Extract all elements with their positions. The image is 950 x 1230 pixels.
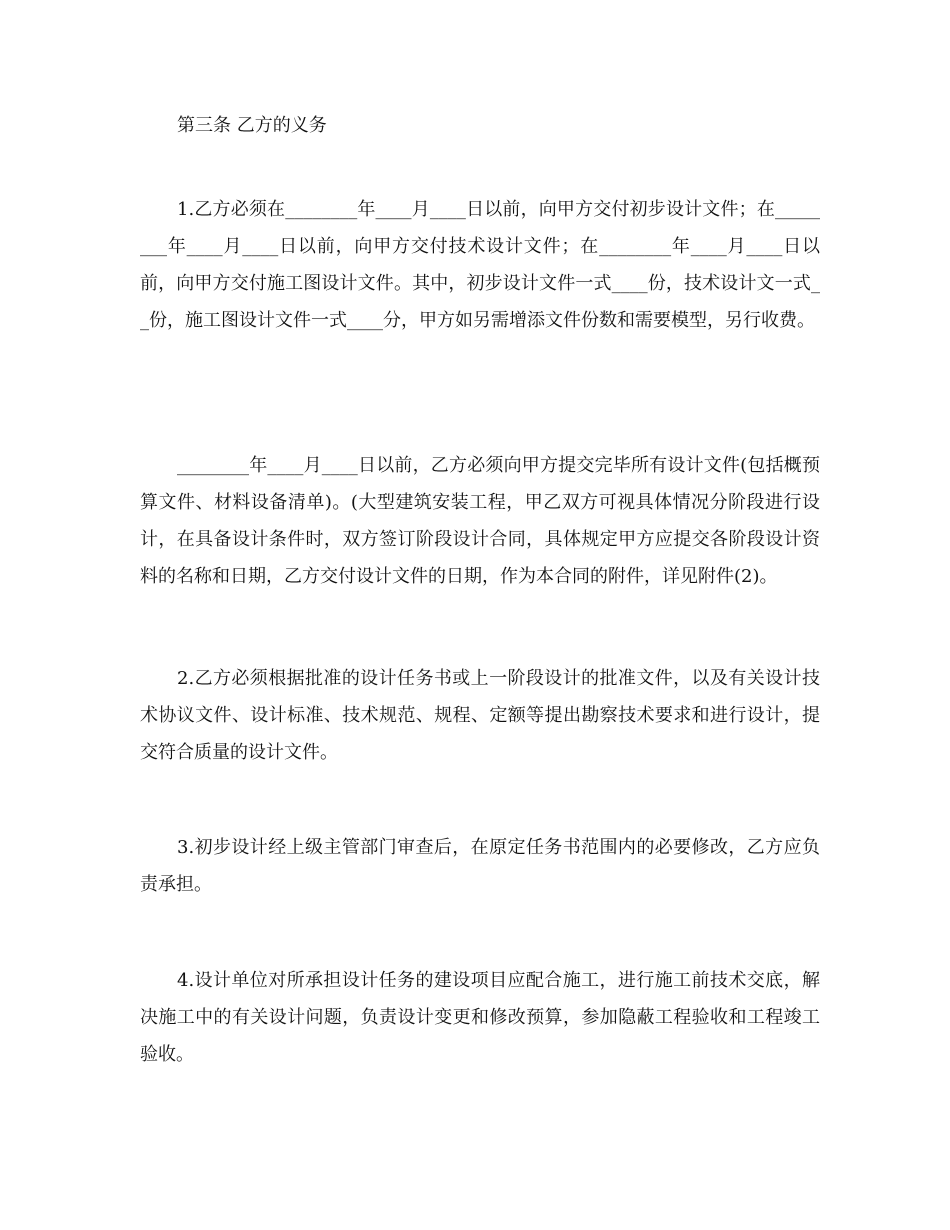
paragraph-delivery-deadlines: 1.乙方必须在________年____月____日以前，向甲方交付初步设计文件；在________年____月____日以前，向甲方交付技术设计文件；在________年____月____日以前，向甲方交付施工图设计文件。其中，初步设计文件一式____份，技术设计文一式__份，施工图设计文件一式____分，甲方如另需增添文件份数和需要模型，另行收费。 xyxy=(140,199,820,331)
article-heading: 第三条 乙方的义务 xyxy=(177,115,327,136)
paragraph-construction-support: 4.设计单位对所承担设计任务的建设项目应配合施工，进行施工前技术交底，解决施工中的有关设计问题，负责设计变更和修改预算，参加隐蔽工程验收和工程竣工验收。 xyxy=(140,970,820,1065)
paragraph-final-submission: ________年____月____日以前，乙方必须向甲方提交完毕所有设计文件(包括概预算文件、材料设备清单)。(大型建筑安装工程，甲乙双方可视具体情况分阶段进行设计，在具备设计条件时，双方签订阶段设计合同，具体规定甲方应提交各阶段设计资料的名称和日期，乙方交付设计文件的日期，作为本合同的附件，详见附件(2)。 xyxy=(140,455,820,587)
paragraph-design-basis: 2.乙方必须根据批准的设计任务书或上一阶段设计的批准文件，以及有关设计技术协议文件、设计标准、技术规范、规程、定额等提出勘察技术要求和进行设计，提交符合质量的设计文件。 xyxy=(140,668,820,763)
paragraph-revisions: 3.初步设计经上级主管部门审查后，在原定任务书范围内的必要修改，乙方应负责承担。 xyxy=(140,837,820,895)
